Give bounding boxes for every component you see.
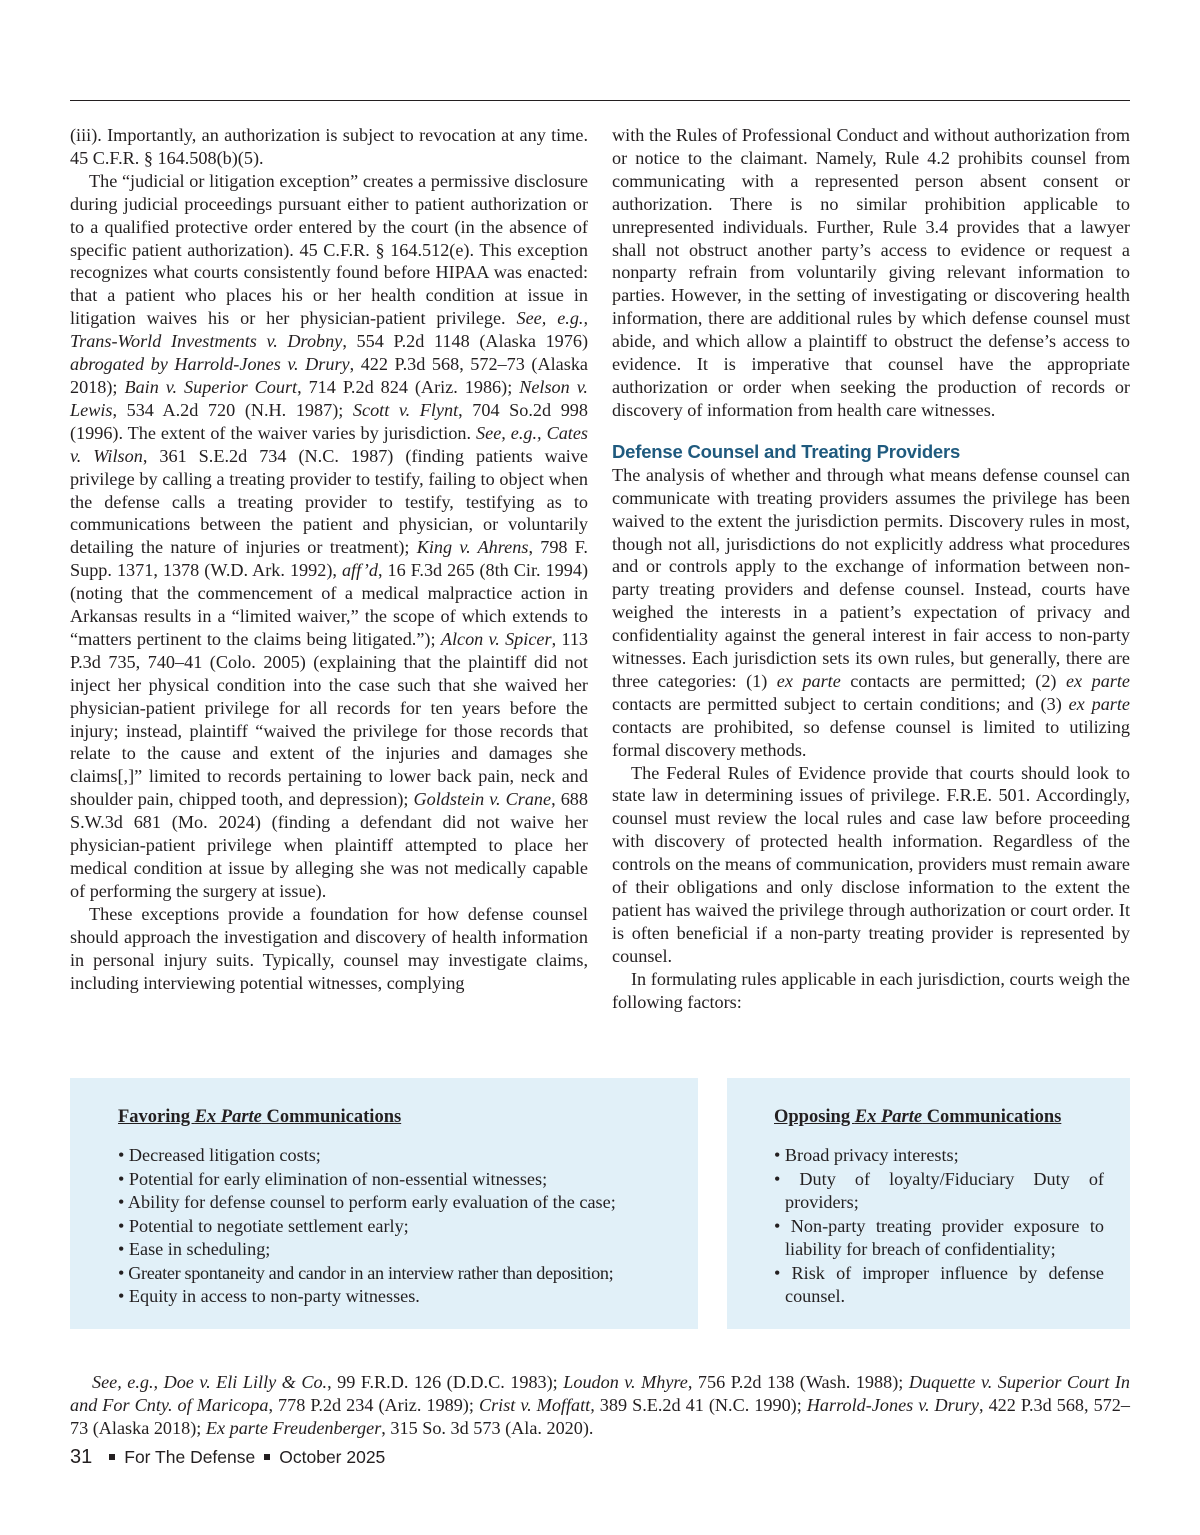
left-paragraph: These exceptions provide a foundation for how defense counsel should approach the investigation and discovery of health information in personal injury suits. Typically, counsel may investigate claims, including interviewing potential witnesses, complying — [70, 903, 588, 993]
section-heading: Defense Counsel and Treating Providers — [612, 440, 961, 462]
favoring-list — [118, 1144, 678, 1309]
favoring-item: • Ease in scheduling; — [118, 1239, 271, 1259]
favoring-item: • Potential to negotiate settlement early; — [118, 1215, 409, 1236]
left-paragraph: (iii). Importantly, an authorization is subject to revocation at any time. 45 C.F.R. § 164.508(b)(5). — [70, 125, 588, 168]
page-number: 31 — [70, 1446, 93, 1468]
left-column — [70, 124, 588, 994]
favoring-item: • Decreased litigation costs; — [118, 1145, 321, 1165]
right-paragraph: with the Rules of Professional Conduct and without authorization from or notice to the claimant. Namely, Rule 4.2 prohibits counsel from communicating with a represented person absent consent or authorization. There is no similar prohibition applicable to unrepresented individuals. Further, Rule 3.4 provides that a lawyer shall not obstruct another party’s access to evidence or request a nonparty refrain from voluntarily giving relevant information to parties. However, in the setting of investigating or discovering health information, there are additional rules by which defense counsel must abide, and which allow a plaintiff to obstruct the defense’s access to evidence. It is imperative that counsel have the appropriate authorization or order when seeking the production of records or discovery of information from health care witnesses. — [612, 125, 1130, 420]
footer-separator — [109, 1454, 115, 1460]
favoring-item: • Ability for defense counsel to perform early evaluation of the case; — [118, 1192, 616, 1212]
opposing-item: • Risk of improper influence by defense counsel. — [774, 1262, 1104, 1306]
right-paragraph: In formulating rules applicable in each jurisdiction, courts weigh the following factors: — [612, 968, 1130, 1012]
footer-separator — [264, 1454, 270, 1460]
opposing-item: • Non-party treating provider exposure to liability for breach of confidentiality; — [774, 1215, 1104, 1259]
opposing-box-title: Opposing Ex Parte Communications — [774, 1107, 1062, 1127]
opposing-box — [727, 1078, 1130, 1329]
favoring-box — [70, 1078, 698, 1329]
favoring-item: • Equity in access to non-party witnesses. — [118, 1286, 420, 1306]
favoring-item: • Greater spontaneity and candor in an interview rather than deposition; — [118, 1262, 614, 1283]
favoring-box-title: Favoring Ex Parte Communications — [118, 1107, 402, 1127]
opposing-list — [774, 1144, 1104, 1309]
page-footer — [70, 1446, 385, 1469]
factors-boxes — [70, 1078, 1130, 1329]
right-column — [612, 124, 1130, 1014]
publication-name: For The Defense — [124, 1447, 256, 1467]
opposing-item: • Broad privacy interests; — [774, 1145, 959, 1165]
issue-date: October 2025 — [279, 1447, 386, 1467]
top-rule — [70, 100, 1130, 101]
citation-paragraph: See, e.g., Doe v. Eli Lilly & Co., 99 F.R.D. 126 (D.D.C. 1983); Loudon v. Mhyre, 756 P.2d 138 (Wash. 1988); Duquette v. Superior Court In and For Cnty. of Maricopa, 778 P.2d 234 (Ariz. 1989); Crist v. Moffatt, 389 S.E.2d 41 (N.C. 1990); Harrold-Jones v. Drury, 422 P.3d 568, 572–73 (Alaska 2018); Ex parte Freudenberger, 315 So. 3d 573 (Ala. 2020). — [70, 1372, 1130, 1438]
right-paragraph: The Federal Rules of Evidence provide that courts should look to state law in determining issues of privilege. F.R.E. 501. Accordingly, counsel must review the local rules and case law before proceeding with discovery of protected health information. Regardless of the controls on the means of communication, providers must remain aware of their obligations and only disclose information to the extent the patient has waived the privilege through authorization or court order. It is often beneficial if a non-party treating provider is represented by counsel. — [612, 762, 1130, 966]
right-paragraph: The analysis of whether and through what means defense counsel can communicate with treating providers assumes the privilege has been waived to the extent the jurisdiction permits. Discovery rules in most, though not all, jurisdictions do not explicitly address what procedures and or controls apply to the exchange of information between non-party treating providers and defense counsel. Instead, courts have weighed the interests in a patient’s expectation of privacy and confidentiality against the general interest in fair access to non-party witnesses. Each jurisdiction sets its own rules, but generally, there are three categories: (1) ex parte contacts are permitted; (2) ex parte contacts are permitted subject to certain conditions; and (3) ex parte contacts are prohibited, so defense counsel is limited to utilizing formal discovery methods. — [612, 464, 1131, 760]
left-paragraph: The “judicial or litigation exception” creates a permissive disclosure during judicial proceedings pursuant either to patient authorization or to a qualified protective order entered by the court (in the absence of specific patient authorization). 45 C.F.R. § 164.512(e). This exception recognizes what courts consistently found before HIPAA was enacted: that a patient who places his or her health condition at issue in litigation waives his or her physician-patient privilege. See, e.g., Trans-World Investments v. Drobny, 554 P.2d 1148 (Alaska 1976) abrogated by Harrold-Jones v. Drury, 422 P.3d 568, 572–73 (Alaska 2018); Bain v. Superior Court, 714 P.2d 824 (Ariz. 1986); Nelson v. Lewis, 534 A.2d 720 (N.H. 1987); Scott v. Flynt, 704 So.2d 998 (1996). The extent of the waiver varies by jurisdiction. See, e.g., Cates v. Wilson, 361 S.E.2d 734 (N.C. 1987) (finding patients waive privilege by calling a treating provider to testify, failing to object when the defense calls a treating provider to testify, testifying as to communications between the patient and physician, or voluntarily detailing the nature of injuries or treatment); King v. Ahrens, 798 F. Supp. 1371, 1378 (W.D. Ark. 1992), aff’d, 16 F.3d 265 (8th Cir. 1994) (noting that the commencement of a medical malpractice action in Arkansas results in a “limited waiver,” the scope of which extends to “matters pertinent to the claims being litigated.”); Alcon v. Spicer, 113 P.3d 735, 740–41 (Colo. 2005) (explaining that the plaintiff did not inject her physical condition into the case such that she waived her physician-patient privilege for all records for ten years before the injury; instead, plaintiff “waived the privilege for those records that relate to the cause and extent of the injuries and damages she claims[,]” limited to records pertaining to lower back pain, neck and shoulder pain, chipped tooth, and depression); Goldstein v. Crane, 688 S.W.3d 681 (Mo. 2024) (finding a defendant did not waive her physician-patient privilege when plaintiff attempted to place her medical condition at issue by alleging she was not medically capable of performing the surgery at issue). — [70, 170, 589, 901]
favoring-item: • Potential for early elimination of non-essential witnesses; — [118, 1168, 548, 1189]
opposing-item: • Duty of loyalty/Fiduciary Duty of providers; — [774, 1168, 1104, 1212]
